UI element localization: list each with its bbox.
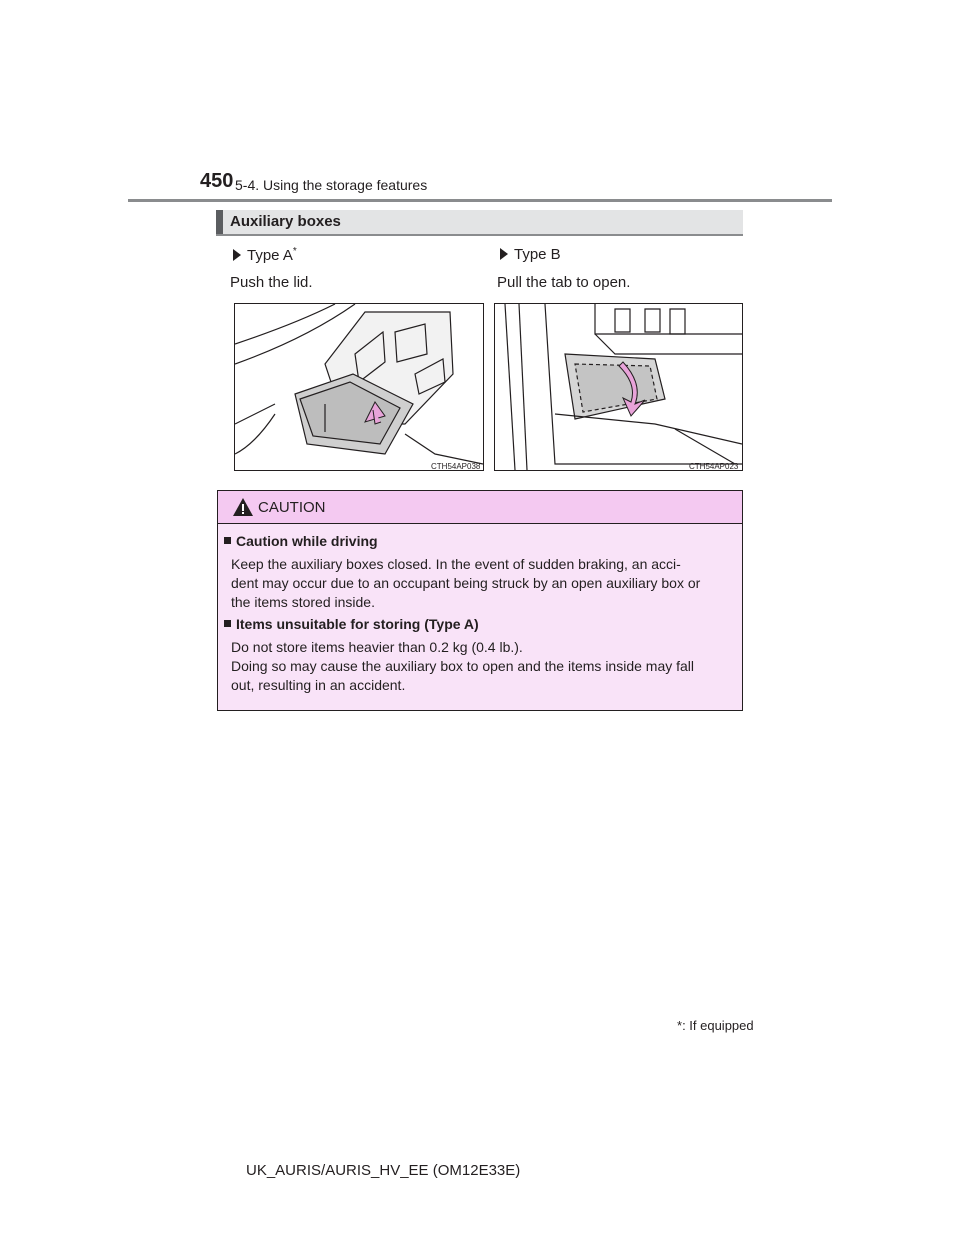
- footer-doc-id: UK_AURIS/AURIS_HV_EE (OM12E33E): [246, 1162, 521, 1179]
- header-rule: [128, 199, 832, 202]
- caution-item-heading: Caution while driving: [224, 533, 378, 549]
- triangle-bullet-icon: [233, 249, 241, 261]
- type-a-instruction: Push the lid.: [230, 274, 313, 291]
- figure-type-a: [234, 303, 484, 471]
- caution-box: [217, 490, 743, 711]
- heading-marker: [216, 210, 223, 234]
- footnote-mark: *: [677, 1018, 683, 1033]
- footnote-text: : If equipped: [682, 1018, 754, 1033]
- section-heading: [216, 210, 743, 236]
- triangle-bullet-icon: [500, 248, 508, 260]
- square-bullet-icon: [224, 537, 231, 544]
- type-b-instruction: Pull the tab to open.: [497, 274, 631, 291]
- page-number: 450: [200, 170, 234, 192]
- overhead-console-illustration: [235, 304, 483, 470]
- figure-type-b: [494, 303, 743, 471]
- lower-dash-box-illustration: [495, 304, 742, 470]
- warning-triangle-icon: [232, 497, 254, 517]
- caution-title: CAUTION: [258, 499, 326, 516]
- square-bullet-icon: [224, 620, 231, 627]
- type-a-text: Type A: [247, 247, 293, 264]
- footnote: [677, 1018, 754, 1033]
- figure-b-code: CTH54AP023: [689, 462, 739, 471]
- caution-item-text: Keep the auxiliary boxes closed. In the event of sudden braking, an acci- dent may occur due to an occupant being struck by an open auxiliary box or the items stored inside.: [231, 556, 701, 610]
- type-b-label: [500, 246, 561, 263]
- caution-body: [218, 524, 742, 710]
- section-title: 5-4. Using the storage features: [235, 177, 428, 193]
- figure-a-code: CTH54AP038: [431, 462, 481, 471]
- type-a-mark: *: [292, 246, 297, 257]
- caution-header: [218, 491, 742, 524]
- heading-text: Auxiliary boxes: [230, 213, 341, 230]
- type-b-text: Type B: [514, 246, 561, 263]
- caution-item-heading: Items unsuitable for storing (Type A): [224, 616, 479, 632]
- type-a-label: [233, 246, 297, 264]
- caution-item-text: Do not store items heavier than 0.2 kg (0.4 lb.). Doing so may cause the auxiliary box to open and the items inside may fall out, resulting in an accident.: [231, 639, 695, 693]
